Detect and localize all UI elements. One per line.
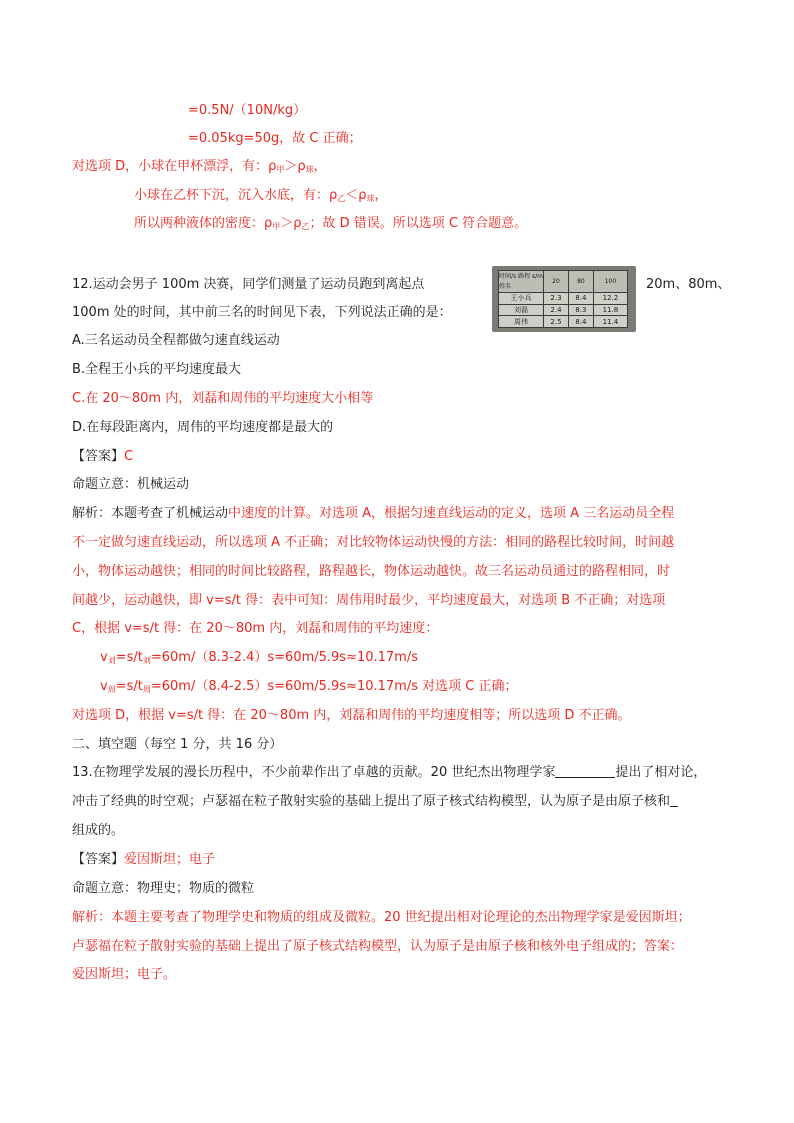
text: 命题立意：机械运动 <box>72 477 190 492</box>
table-cell: 2.4 <box>544 304 569 316</box>
table-corner-cell <box>499 271 544 293</box>
q12-analysis-line-1 <box>72 505 674 523</box>
answer-value: 爱因斯坦；电子 <box>124 852 216 867</box>
table-cell: 12.2 <box>593 293 627 305</box>
q12-stem-line-1 <box>72 276 424 294</box>
text: 解析：本题考查了机械运动 <box>72 506 229 521</box>
subscript: 乙 <box>301 222 310 231</box>
text: 爱因斯坦；电子。 <box>72 967 177 982</box>
text: v <box>100 650 108 665</box>
q12-formula-2 <box>100 678 517 696</box>
subscript: 球 <box>366 194 375 203</box>
subscript: 甲 <box>276 165 285 174</box>
q13-analysis-line-2 <box>72 938 683 956</box>
q12-analysis-line-4 <box>72 592 665 610</box>
q12-topic <box>72 476 189 494</box>
table-cell: 2.3 <box>544 293 569 305</box>
subscript: 乙 <box>337 194 346 203</box>
race-time-table-photo <box>492 266 636 332</box>
text: =60m/（8.3-2.4）s=60m/5.9s≈10.17m/s <box>150 650 419 665</box>
text: 对选项 D，小球在甲杯漂浮，有：ρ <box>72 159 277 174</box>
text: 对选项 D，根据 v=s/t 得：在 20～80m 内，刘磊和周伟的平均速度相等；所以选项 D 不正确。 <box>72 708 631 723</box>
text: 20m、80m、 <box>646 277 731 292</box>
race-time-table <box>498 270 628 328</box>
table-cell: 8.3 <box>568 304 593 316</box>
text: ＜ρ <box>345 188 367 203</box>
section-heading <box>72 736 282 754</box>
answer-blank <box>555 765 615 778</box>
text: 命题立意：物理史；物质的微粒 <box>72 881 255 896</box>
text: 13.在物理学发展的漫长历程中，不少前辈作出了卓越的贡献。20 世纪杰出物理学家 <box>72 765 556 780</box>
q12-option-b <box>72 361 241 379</box>
q12-analysis-line-2 <box>72 534 674 552</box>
q12-analysis-line-3 <box>72 563 670 581</box>
text: 中速度的计算。对选项 A，根据匀速直线运动的定义，选项 A 三名运动员全程 <box>228 506 675 521</box>
text: 不一定做匀速直线运动，所以选项 A 不正确；对比较物体运动快慢的方法：相同的路程比较时间，时间越 <box>72 535 675 550</box>
answer-label: 【答案】 <box>72 449 125 464</box>
text: ＞ρ <box>280 216 302 231</box>
text: 100m 处的时间，其中前三名的时间见下表，下列说法正确的是： <box>72 305 452 320</box>
table-name-cell: 周伟 <box>499 316 544 328</box>
text: =s/t <box>115 679 143 694</box>
equation-text: =0.5N/（10N/kg） <box>188 103 307 118</box>
table-header-cell: 80 <box>568 271 593 293</box>
option-d-analysis-line-3 <box>134 215 527 233</box>
text: 解析：本题主要考查了物理学史和物质的组成及微粒。20 世纪提出相对论理论的杰出物理学家是爱因斯坦； <box>72 910 691 925</box>
q12-option-d <box>72 419 333 437</box>
option-d-analysis-line-2 <box>134 187 388 205</box>
text: 小球在乙杯下沉，沉入水底，有：ρ <box>134 188 338 203</box>
table-row <box>499 293 628 305</box>
text: ， <box>374 188 388 203</box>
table-header-cell: 100 <box>593 271 627 293</box>
answer-blank <box>670 794 678 807</box>
subscript: 周 <box>107 685 116 694</box>
subscript: 甲 <box>272 222 281 231</box>
equation-line-1 <box>188 102 306 120</box>
text: 所以两种液体的密度：ρ <box>134 216 273 231</box>
q13-stem-line-1 <box>72 764 706 782</box>
q13-analysis-line-3 <box>72 966 176 984</box>
text: C.在 20～80m 内，刘磊和周伟的平均速度大小相等 <box>72 391 374 406</box>
q13-answer <box>72 851 215 869</box>
q12-stem-line-1-tail <box>646 276 730 294</box>
equation-text: =0.05kg=50g，故 C 正确； <box>188 131 362 146</box>
text: ， <box>313 159 327 174</box>
q13-stem-line-3 <box>72 822 124 840</box>
q12-option-a <box>72 332 280 350</box>
q12-option-c <box>72 390 373 408</box>
q12-analysis-line-6 <box>72 707 631 725</box>
q13-topic <box>72 880 254 898</box>
answer-label: 【答案】 <box>72 852 125 867</box>
text: 12.运动会男子 100m 决赛，同学们测量了运动员跑到离起点 <box>72 277 425 292</box>
q12-formula-1 <box>100 649 418 667</box>
text: A.三名运动员全程都做匀速直线运动 <box>72 333 280 348</box>
text: B.全程王小兵的平均速度最大 <box>72 362 242 377</box>
corner-bottom-label: 姓名 <box>499 282 512 290</box>
q12-answer <box>72 448 133 466</box>
text: 组成的。 <box>72 823 125 838</box>
subscript: 刘 <box>107 656 116 665</box>
text: 卢瑟福在粒子散射实验的基础上提出了原子核式结构模型，认为原子是由原子核和核外电子组成的；答案： <box>72 939 684 954</box>
text: D.在每段距离内，周伟的平均速度都是最大的 <box>72 420 334 435</box>
table-cell: 8.4 <box>568 293 593 305</box>
text: C，根据 v=s/t 得：在 20～80m 内，刘磊和周伟的平均速度： <box>72 621 439 636</box>
q13-analysis-line-1 <box>72 909 691 927</box>
table-name-cell: 刘磊 <box>499 304 544 316</box>
table-name-cell: 王小兵 <box>499 293 544 305</box>
text: v <box>100 679 108 694</box>
text: ；故 D 错误。所以选项 C 符合题意。 <box>309 216 528 231</box>
table-row <box>499 316 628 328</box>
table-row <box>499 304 628 316</box>
q12-analysis-line-5 <box>72 620 438 638</box>
text: 二、填空题（每空 1 分，共 16 分） <box>72 737 283 752</box>
q13-stem-line-2 <box>72 793 678 811</box>
text: 小，物体运动越快；相同的时间比较路程，路程越长，物体运动越快。故三名运动员通过的路程相同，时 <box>72 564 671 579</box>
corner-top-label: 时间/s 路程 s/m <box>499 272 543 280</box>
answer-value: C <box>124 449 134 464</box>
table-cell: 8.4 <box>568 316 593 328</box>
text: 冲击了经典的时空观；卢瑟福在粒子散射实验的基础上提出了原子核式结构模型，认为原子是由原子核和 <box>72 794 671 809</box>
table-cell: 11.8 <box>593 304 627 316</box>
subscript: 周 <box>142 685 151 694</box>
table-header-cell: 20 <box>544 271 569 293</box>
table-cell: 2.5 <box>544 316 569 328</box>
text: 间越少，运动越快，即 v=s/t 得：表中可知：周伟用时最少，平均速度最大，对选项 B 不正确；对选项 <box>72 593 666 608</box>
text: 提出了相对论， <box>615 765 707 780</box>
table-cell: 11.4 <box>593 316 627 328</box>
option-d-analysis-line-1 <box>72 158 327 176</box>
text: =60m/（8.4-2.5）s=60m/5.9s≈10.17m/s 对选项 C 正确； <box>150 679 518 694</box>
subscript: 刘 <box>142 656 151 665</box>
q12-stem-line-2 <box>72 304 452 322</box>
equation-line-2 <box>188 130 362 148</box>
subscript: 球 <box>305 165 314 174</box>
text: ＞ρ <box>284 159 306 174</box>
text: =s/t <box>115 650 143 665</box>
